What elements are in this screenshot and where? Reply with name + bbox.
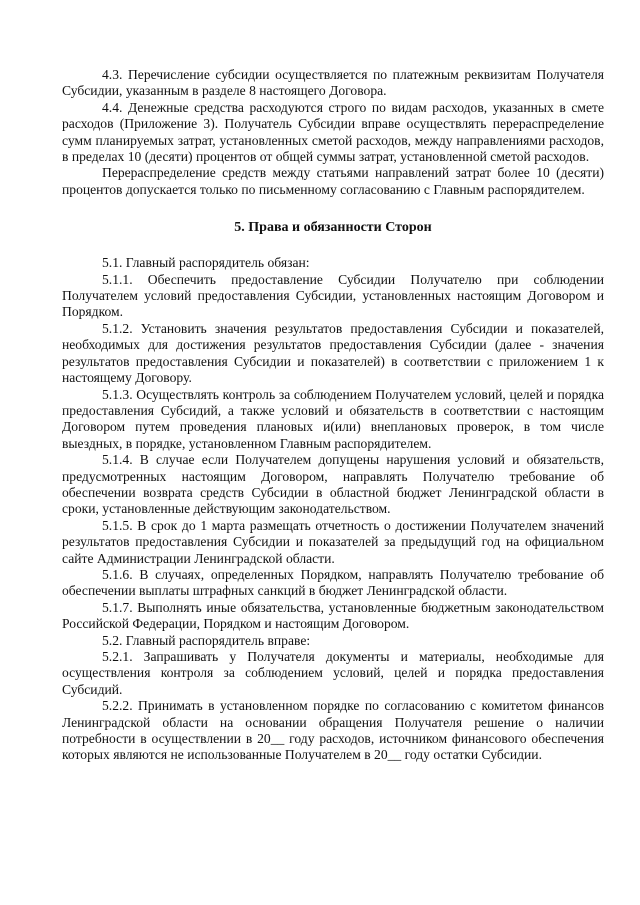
paragraph-5-1-7: 5.1.7. Выполнять иные обязательства, установленные бюджетным законодательством Российской Федерации, Порядком и настоящим Договором. [62, 599, 604, 632]
paragraph-5-2: 5.2. Главный распорядитель вправе: [102, 632, 311, 648]
paragraph-5-1-4: 5.1.4. В случае если Получателем допущены нарушения условий и обязательств, предусмотренных настоящим Договором, направлять Получателю требование об обеспечении возврата средств Субсидии в областной бюджет Ленинградской области в сроки, установленные действующим законодательством. [62, 452, 604, 517]
paragraph-4-3: 4.3. Перечисление субсидии осуществляется по платежным реквизитам Получателя Субсидии, указанным в разделе 8 настоящего Договора. [62, 67, 604, 99]
paragraph-5-1-1: 5.1.1. Обеспечить предоставление Субсидии Получателю при соблюдении Получателем условий предоставления Субсидии, установленных настоящим Договором и Порядком. [62, 271, 604, 320]
paragraph-5-1: 5.1. Главный распорядитель обязан: [102, 255, 310, 271]
paragraph-5-2-2: 5.2.2. Принимать в установленном порядке по согласованию с комитетом финансов Ленинградской области на основании обращения Получателя решение о наличии потребности в осуществлении в 20__ году расходов, источником финансового обеспечения которых являются не использованные Получателем в 20__ году остатки Субсидии. [62, 698, 604, 763]
paragraph-5-2-1: 5.2.1. Запрашивать у Получателя документы и материалы, необходимые для осуществления контроля за соблюдением условий, целей и порядка предоставления Субсидий. [62, 649, 604, 697]
paragraph-5-1-3: 5.1.3. Осуществлять контроль за соблюдением Получателем условий, целей и порядка предоставления Субсидий, а также условий и обязательств в соответствии с настоящим Договором путем проведения плановых и(или) внеплановых проверок, в том числе выездных, в порядке, установленном Главным распорядителем. [62, 386, 604, 451]
paragraph-5-1-6: 5.1.6. В случаях, определенных Порядком, направлять Получателю требование об обеспечении выплаты штрафных санкций в бюджет Ленинградской области. [62, 566, 604, 599]
paragraph-5-1-5: 5.1.5. В срок до 1 марта размещать отчетность о достижении Получателем значений результатов предоставления Субсидии и показателей за предыдущий год на официальном сайте Администрации Ленинградской области. [62, 517, 604, 566]
paragraph-4-4: 4.4. Денежные средства расходуются строго по видам расходов, указанных в смете расходов (Приложение 3). Получатель Субсидии вправе осуществлять перераспределение сумм планируемых затрат, установленных сметой расходов, между направлениями расходов, в пределах 10 (десяти) процентов от общей суммы затрат, установленной сметой расходов. [62, 99, 604, 165]
paragraph-5-1-2: 5.1.2. Установить значения результатов предоставления Субсидии и показателей, необходимых для достижения результатов предоставления Субсидии (далее - значения результатов предоставления Субсидии и показателей) в соответствии с приложением 1 к настоящему Договору. [62, 320, 604, 386]
section-heading: 5. Права и обязанности Сторон [234, 220, 432, 236]
paragraph-redistribution: Перераспределение средств между статьями направлений затрат более 10 (десяти) процентов допускается только по письменному согласованию с Главным распорядителем. [62, 165, 604, 197]
